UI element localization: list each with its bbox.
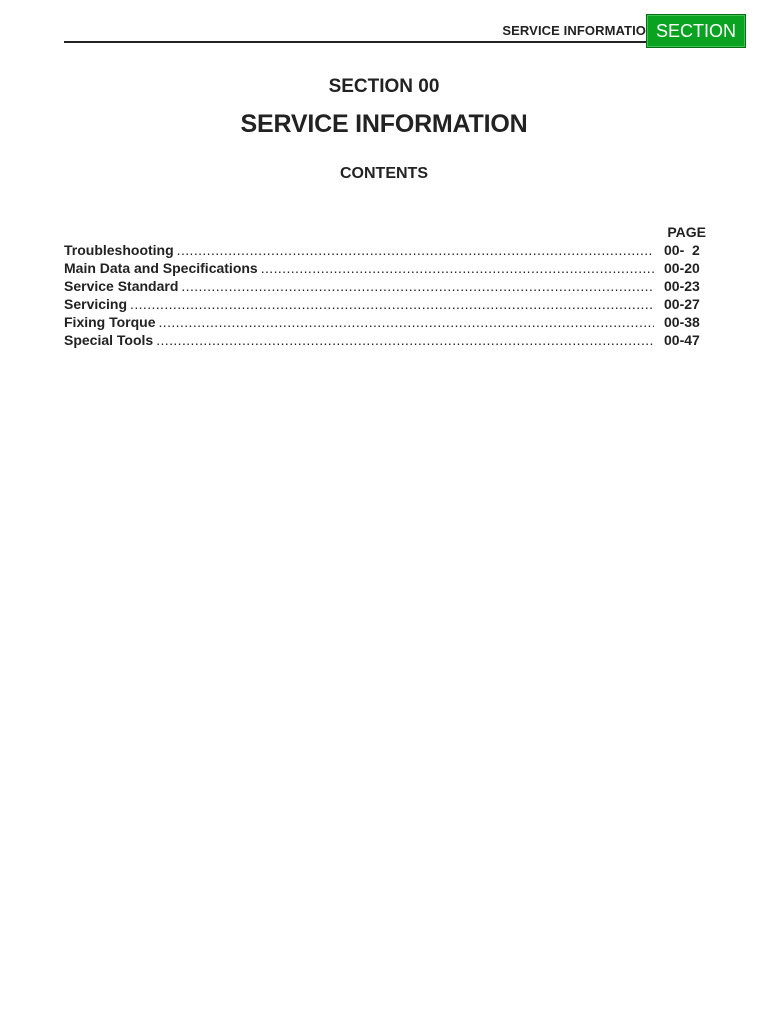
toc-leader-dots	[159, 313, 654, 331]
table-of-contents	[64, 223, 708, 349]
toc-entry-page[interactable]: 00-20	[664, 260, 700, 276]
toc-entry-page[interactable]: 00-27	[664, 296, 700, 312]
toc-entry-title[interactable]: Special Tools	[64, 332, 154, 348]
contents-heading: CONTENTS	[340, 165, 428, 182]
toc-entry-title[interactable]: Servicing	[64, 296, 128, 312]
toc-entry-page[interactable]: 00-23	[664, 278, 700, 294]
toc-page-column-label: PAGE	[667, 224, 706, 240]
toc-entry-troubleshooting[interactable]	[64, 241, 708, 259]
toc-entry-main-data[interactable]	[64, 259, 708, 277]
page-title: SERVICE INFORMATION	[240, 110, 528, 138]
toc-leader-dots	[181, 277, 654, 295]
running-header-title: SERVICE INFORMATIO	[502, 23, 646, 38]
toc-leader-dots	[130, 295, 654, 313]
toc-entry-page[interactable]: 00-38	[664, 314, 700, 330]
toc-entry-servicing[interactable]	[64, 295, 708, 313]
toc-entry-title[interactable]: Main Data and Specifications	[64, 260, 258, 276]
toc-entry-title[interactable]: Fixing Torque	[64, 314, 156, 330]
header-rule	[64, 41, 646, 43]
toc-leader-dots	[177, 241, 654, 259]
section-tab-button[interactable]: SECTION	[646, 14, 746, 48]
toc-leader-dots	[156, 331, 654, 349]
toc-leader-dots	[261, 259, 654, 277]
toc-entry-special-tools[interactable]	[64, 331, 708, 349]
section-number: SECTION 00	[328, 76, 440, 97]
toc-entry-page[interactable]: 00-47	[664, 332, 700, 348]
toc-entry-fixing-torque[interactable]	[64, 313, 708, 331]
toc-entry-service-standard[interactable]	[64, 277, 708, 295]
toc-entry-title[interactable]: Troubleshooting	[64, 242, 174, 258]
toc-entry-title[interactable]: Service Standard	[64, 278, 179, 294]
toc-entry-page[interactable]: 00- 2	[664, 242, 700, 258]
